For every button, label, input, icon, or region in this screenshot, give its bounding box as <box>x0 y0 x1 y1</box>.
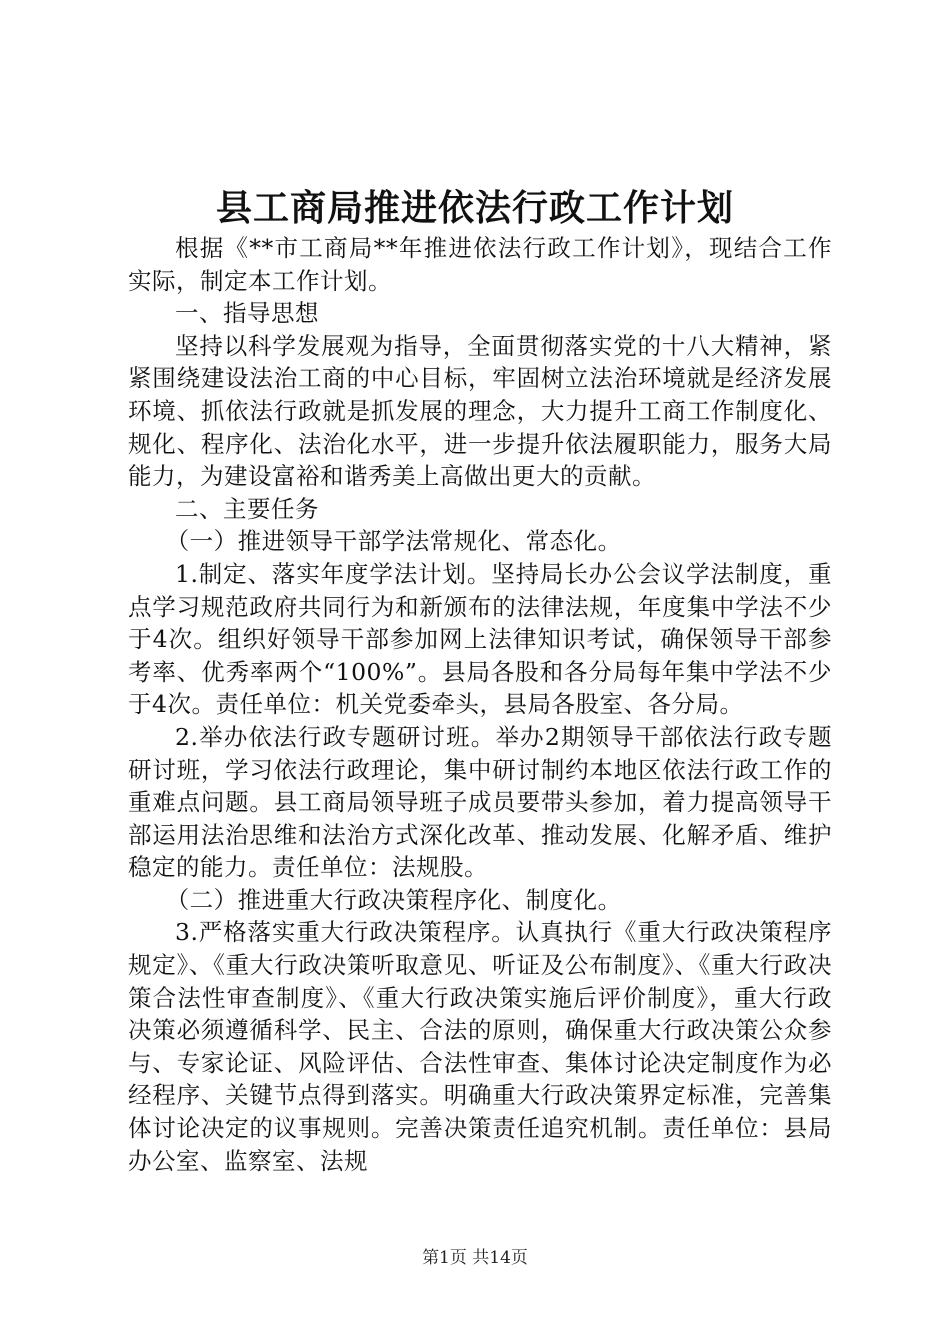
section-heading-main-tasks: 二、主要任务 <box>175 494 319 523</box>
page-footer: 第1页 共14页 <box>422 1248 528 1268</box>
section-heading-guiding-ideology: 一、指导思想 <box>175 299 319 328</box>
intro-paragraph: 根据《**市工商局**年推进依法行政工作计划》，现结合工作实际，制定本工作计划。 <box>128 234 832 295</box>
document-body <box>128 232 832 1177</box>
task-paragraph-2: 2.举办依法行政专题研讨班。举办2期领导干部依法行政专题研讨班，学习依法行政理论，集中研讨制约本地区依法行政工作的重难点问题。县工商局领导班子成员要带头参加，着力提高领导干部运用法治思维和法治方式深化改革、推动发展、化解矛盾、维护稳定的能力。责任单位：法规股。 <box>128 722 832 882</box>
subsection-heading-1: （一）推进领导干部学法常规化、常态化。 <box>165 527 622 556</box>
document-title: 县工商局推进依法行政工作计划 <box>215 187 734 229</box>
task-paragraph-1: 1.制定、落实年度学法计划。坚持局长办公会议学法制度，重点学习规范政府共同行为和新颁布的法律法规，年度集中学法不少于4次。组织好领导干部参加网上法律知识考试，确保领导干部参考率、优秀率两个“100%”。县局各股和各分局每年集中学法不少于4次。责任单位：机关党委牵头，县局各股室、各分局。 <box>128 559 832 719</box>
subsection-heading-2: （二）推进重大行政决策程序化、制度化。 <box>165 885 622 914</box>
guiding-ideology-paragraph: 坚持以科学发展观为指导，全面贯彻落实党的十八大精神，紧紧围绕建设法治工商的中心目标，牢固树立法治环境就是经济发展环境、抓依法行政就是抓发展的理念，大力提升工商工作制度化、规化、程序化、法治化水平，进一步提升依法履职能力，服务大局能力，为建设富裕和谐秀美上高做出更大的贡献。 <box>128 331 832 491</box>
task-paragraph-3: 3.严格落实重大行政决策程序。认真执行《重大行政决策程序规定》、《重大行政决策听取意见、听证及公布制度》、《重大行政决策合法性审查制度》、《重大行政决策实施后评价制度》，重大行政决策必须遵循科学、民主、合法的原则，确保重大行政决策公众参与、专家论证、风险评估、合法性审查、集体讨论决定制度作为必经程序、关键节点得到落实。明确重大行政决策界定标准，完善集体讨论决定的议事规则。完善决策责任追究机制。责任单位：县局办公室、监察室、法规 <box>128 918 832 1175</box>
